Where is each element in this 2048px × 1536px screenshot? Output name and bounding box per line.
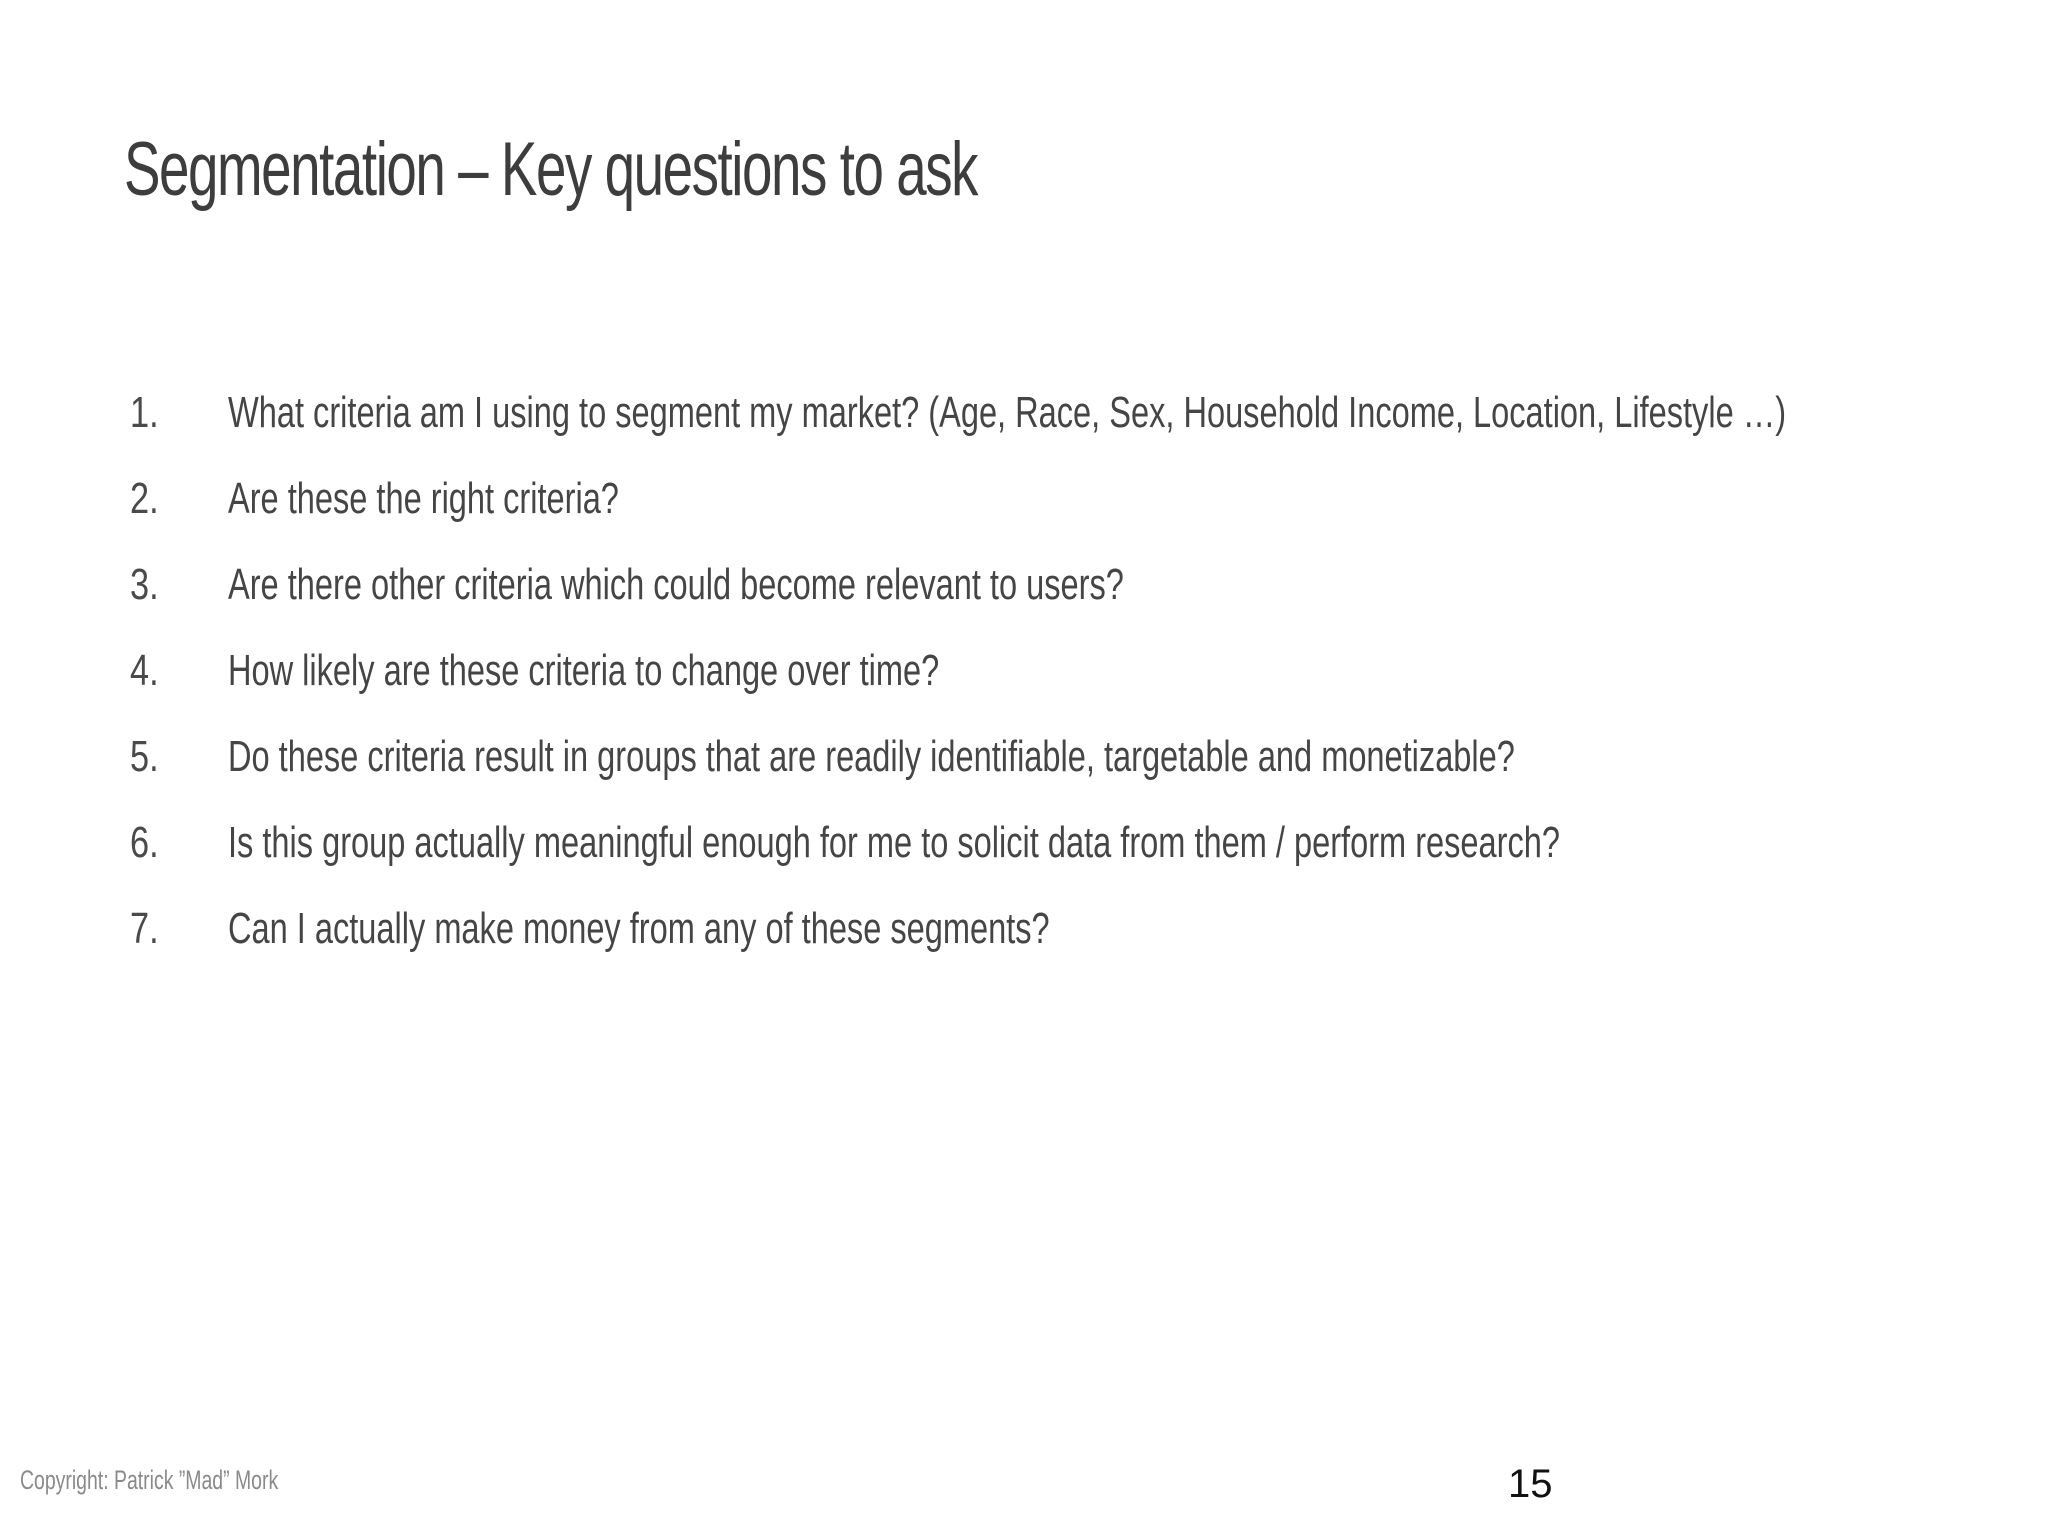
slide-title: Segmentation – Key questions to ask <box>124 127 978 212</box>
question-text: Are there other criteria which could become relevant to users? <box>228 560 1124 609</box>
question-item-4 <box>130 628 2048 714</box>
question-text: What criteria am I using to segment my market? (Age, Race, Sex, Household Income, Location, Lifestyle …) <box>228 388 1787 437</box>
question-item-2 <box>130 456 2048 542</box>
question-number: 3. <box>130 560 159 609</box>
copyright-footer: Copyright: Patrick ”Mad” Mork <box>20 1465 279 1495</box>
question-number: 7. <box>130 904 159 953</box>
question-item-7 <box>130 886 2048 972</box>
question-text: Do these criteria result in groups that are readily identifiable, targetable and monetizable? <box>228 732 1515 781</box>
question-item-5 <box>130 714 2048 800</box>
question-number: 2. <box>130 474 159 523</box>
question-item-3 <box>130 542 2048 628</box>
question-item-6 <box>130 800 2048 886</box>
question-text: Can I actually make money from any of these segments? <box>228 904 1050 953</box>
page-number: 15 <box>1508 1462 1553 1506</box>
question-text: Are these the right criteria? <box>228 474 619 523</box>
question-number: 4. <box>130 646 159 695</box>
question-text: Is this group actually meaningful enough for me to solicit data from them / perform research? <box>228 818 1560 867</box>
question-number: 1. <box>130 388 159 437</box>
question-number: 6. <box>130 818 159 867</box>
questions-list <box>130 370 2048 972</box>
question-item-1 <box>130 370 2048 456</box>
question-number: 5. <box>130 732 159 781</box>
question-text: How likely are these criteria to change over time? <box>228 646 940 695</box>
